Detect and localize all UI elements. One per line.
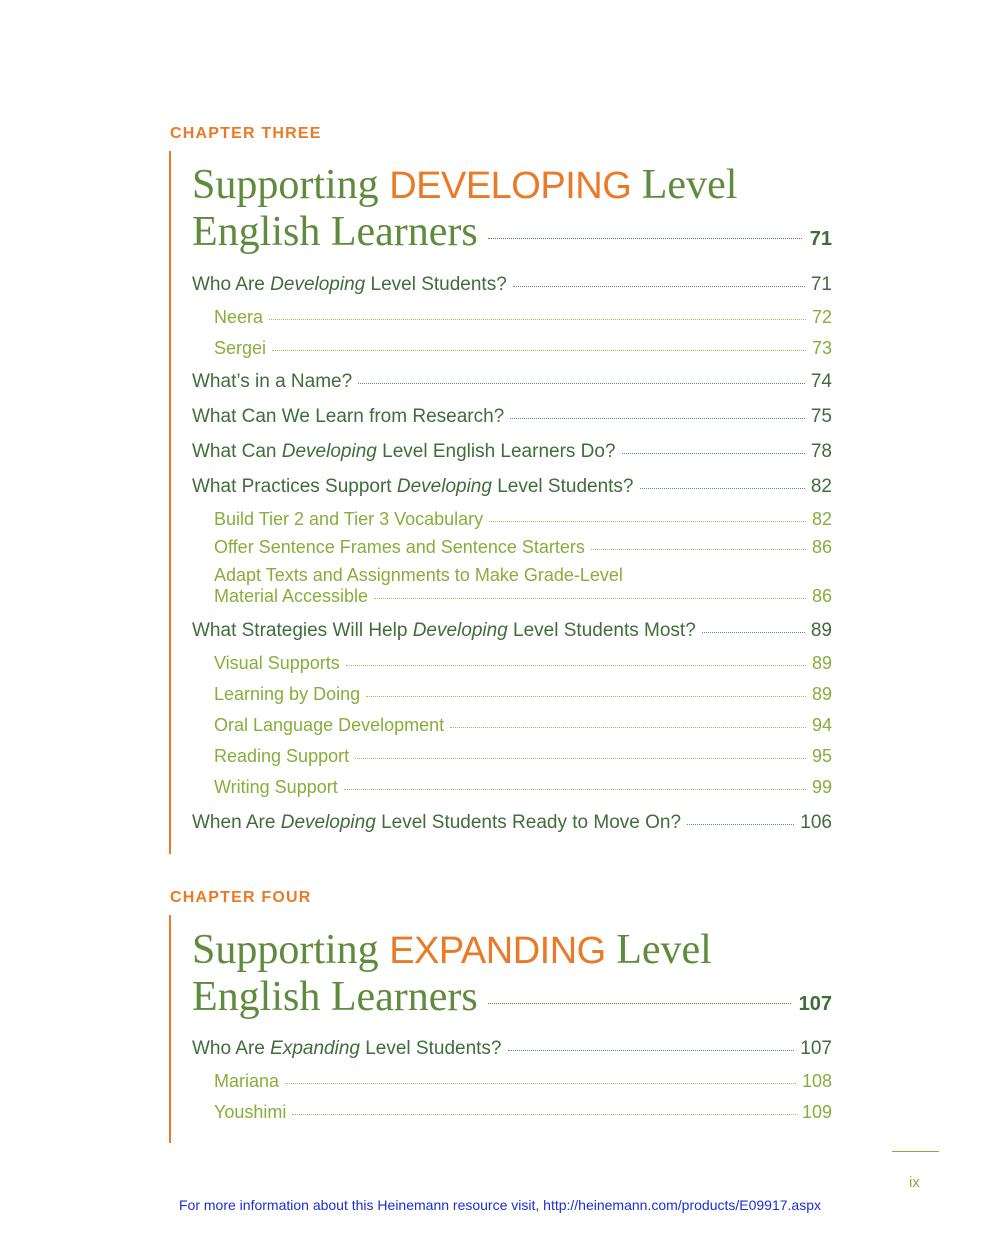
page-number: 89 (811, 684, 832, 704)
title-line2: English Learners (192, 209, 478, 255)
toc-subentry[interactable] (214, 565, 832, 607)
page-number: 82 (810, 476, 832, 497)
toc-subentry[interactable] (214, 1071, 832, 1092)
leader-dots (272, 350, 806, 351)
leader-dots (488, 1003, 791, 1004)
entry-label: Writing Support (214, 777, 338, 797)
page-number: 109 (801, 1102, 832, 1122)
entry-label-line2: Material Accessible (214, 586, 369, 606)
leader-dots (510, 418, 805, 419)
leader-dots (687, 824, 794, 825)
entry-label: Build Tier 2 and Tier 3 Vocabulary (214, 509, 484, 529)
entry-label: Mariana (214, 1071, 280, 1091)
page-number: 107 (800, 1038, 832, 1059)
chapter-three-title (192, 162, 832, 262)
toc-subentry[interactable] (214, 684, 832, 705)
leader-dots (488, 238, 802, 239)
entry-label: Visual Supports (214, 653, 340, 673)
page-number: 82 (811, 509, 832, 529)
leader-dots (640, 488, 805, 489)
page-number: 75 (810, 406, 832, 427)
title-text: Level (605, 927, 712, 973)
toc-entry[interactable] (192, 274, 832, 296)
toc-subentry[interactable] (214, 509, 832, 530)
leader-dots (292, 1114, 796, 1115)
entry-label: What Practices Support Developing Level Students? (192, 476, 634, 497)
page-number: 86 (811, 586, 832, 606)
entry-label: Who Are Expanding Level Students? (192, 1038, 502, 1059)
leader-dots (591, 549, 806, 550)
toc-subentry[interactable] (214, 715, 832, 736)
leader-dots (346, 665, 806, 666)
title-text: Supporting (192, 162, 390, 208)
page-number: 108 (801, 1071, 832, 1091)
toc-entry[interactable] (192, 1038, 832, 1060)
title-line2: English Learners (192, 974, 478, 1020)
leader-dots (450, 727, 806, 728)
leader-dots (513, 286, 805, 287)
toc-subentry[interactable] (214, 1102, 832, 1123)
page-number: 106 (800, 812, 832, 833)
entry-label: Youshimi (214, 1102, 287, 1122)
page-number: 89 (810, 620, 832, 641)
toc-entry[interactable] (192, 371, 832, 393)
entry-label: What Strategies Will Help Developing Level Students Most? (192, 620, 696, 641)
leader-dots (366, 696, 806, 697)
toc-subentry[interactable] (214, 746, 832, 767)
page-number: 74 (810, 371, 832, 392)
title-accent: EXPANDING (389, 930, 606, 972)
toc-subentry[interactable] (214, 777, 832, 798)
entry-label: What’s in a Name? (192, 371, 353, 392)
page-number: 95 (811, 746, 832, 766)
page-number: 78 (810, 441, 832, 462)
page-number: 72 (811, 307, 832, 327)
page-number: 73 (811, 338, 832, 358)
chapter-four-label: CHAPTER FOUR (170, 889, 312, 906)
leader-dots (285, 1083, 796, 1084)
leader-dots (622, 453, 805, 454)
title-page-number: 107 (798, 993, 832, 1015)
toc-entry[interactable] (192, 406, 832, 428)
entry-label: Who Are Developing Level Students? (192, 274, 507, 295)
page-number: 99 (811, 777, 832, 797)
chapter-three-label: CHAPTER THREE (170, 125, 322, 142)
leader-dots (355, 758, 806, 759)
entry-label: What Can Developing Level English Learners Do? (192, 441, 616, 462)
toc-subentry[interactable] (214, 653, 832, 674)
entry-label: Sergei (214, 338, 267, 358)
toc-entry[interactable] (192, 441, 832, 463)
chapter-four-rule (169, 915, 171, 1143)
page-folio: ix (909, 1174, 920, 1191)
toc-entry[interactable] (192, 812, 832, 834)
leader-dots (508, 1050, 795, 1051)
page-number: 86 (811, 537, 832, 557)
leader-dots (374, 598, 806, 599)
folio-rule (892, 1151, 939, 1152)
entry-label: Offer Sentence Frames and Sentence Starters (214, 537, 585, 557)
toc-subentry[interactable] (214, 307, 832, 328)
entry-label-line1: Adapt Texts and Assignments to Make Grade-Level (214, 565, 623, 585)
chapter-three-rule (169, 151, 171, 854)
title-page-number: 71 (809, 228, 832, 250)
toc-subentry[interactable] (214, 338, 832, 359)
toc-subentry[interactable] (214, 537, 832, 558)
footer-link[interactable]: For more information about this Heinemann resource visit, http://heinemann.com/products/E09917.aspx (179, 1197, 821, 1213)
leader-dots (489, 521, 806, 522)
page-number: 89 (811, 653, 832, 673)
title-text: Supporting (192, 927, 390, 973)
page-number: 71 (810, 274, 832, 295)
leader-dots (269, 319, 806, 320)
leader-dots (344, 789, 806, 790)
entry-label: When Are Developing Level Students Ready to Move On? (192, 812, 682, 833)
entry-label: Reading Support (214, 746, 350, 766)
page-number: 94 (811, 715, 832, 735)
entry-label: Learning by Doing (214, 684, 361, 704)
chapter-four-title (192, 927, 832, 1027)
entry-label: Neera (214, 307, 264, 327)
title-accent: DEVELOPING (389, 165, 632, 207)
entry-label: Oral Language Development (214, 715, 445, 735)
leader-dots (358, 383, 805, 384)
toc-entry[interactable] (192, 476, 832, 498)
entry-label: What Can We Learn from Research? (192, 406, 505, 427)
leader-dots (702, 632, 805, 633)
title-text: Level (631, 162, 738, 208)
toc-entry[interactable] (192, 620, 832, 642)
